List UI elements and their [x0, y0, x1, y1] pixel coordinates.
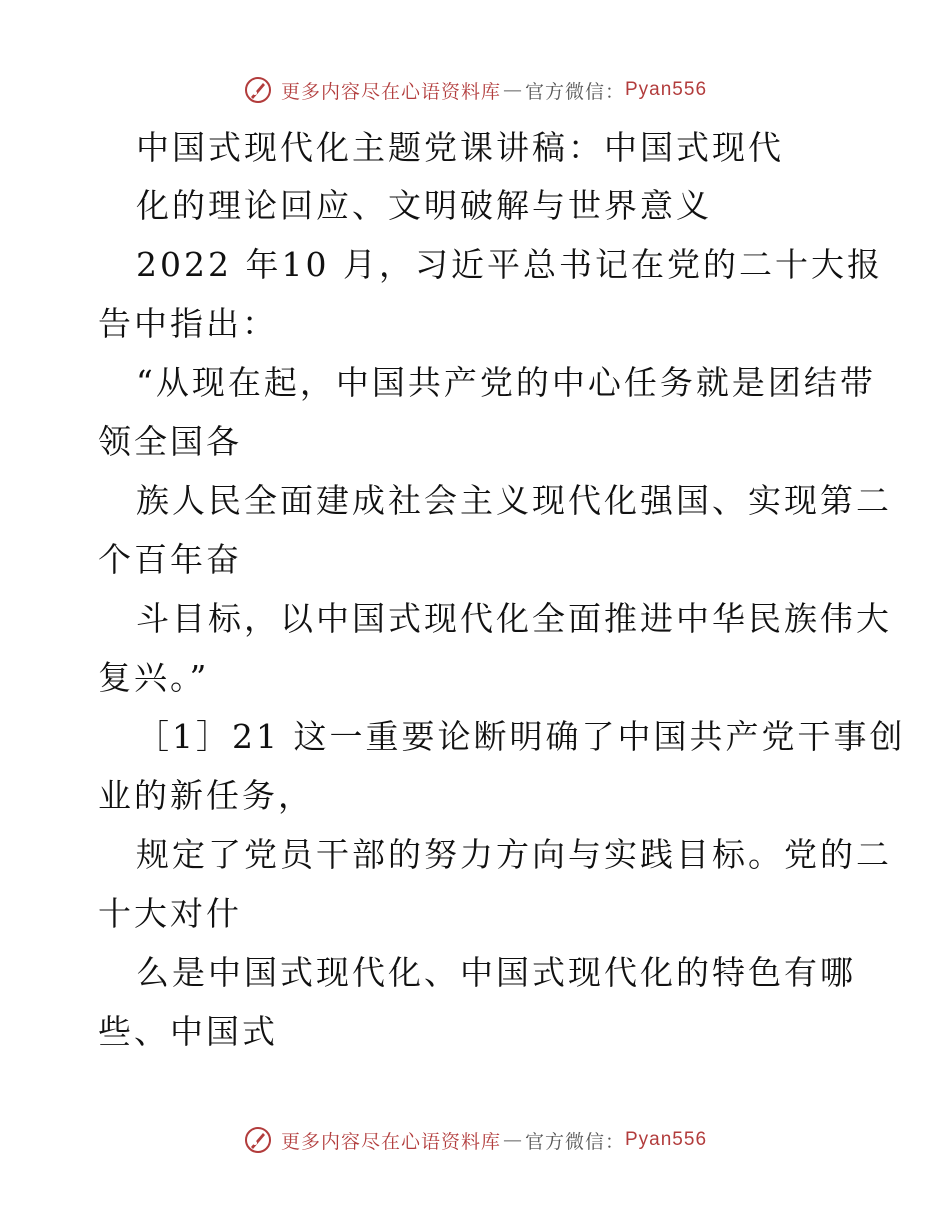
paragraph-line: “从现在起，中国共产党的中心任务就是团结带 [136, 363, 876, 402]
title-line-1: 中国式现代化主题党课讲稿：中国式现代 [136, 128, 784, 167]
quill-seal-icon [243, 75, 273, 105]
banner-separator: — [502, 1129, 523, 1151]
paragraph-line: 领全国各 [98, 422, 242, 461]
paragraph-line: 十大对什 [98, 894, 242, 933]
paragraph-line: 么是中国式现代化、中国式现代化的特色有哪 [136, 953, 856, 992]
banner-separator: — [502, 79, 523, 101]
banner-wechat-id: Pyan556 [625, 79, 708, 100]
footer-watermark-banner [0, 1120, 950, 1160]
paragraph-line: 2022 年10 月，习近平总书记在党的二十大报 [136, 245, 883, 284]
paragraph-line: 业的新任务， [98, 776, 314, 815]
paragraph-line: 告中指出： [98, 304, 278, 343]
title-line-2: 化的理论回应、文明破解与世界意义 [136, 186, 712, 225]
banner-text: 更多内容尽在心语资料库 [280, 80, 501, 103]
paragraph-line: 斗目标，以中国式现代化全面推进中华民族伟大 [136, 599, 892, 638]
banner-wechat-label: 官方微信： [524, 1130, 625, 1153]
paragraph-line: 个百年奋 [98, 540, 242, 579]
paragraph-line: 规定了党员干部的努力方向与实践目标。党的二 [136, 835, 892, 874]
banner-wechat-id: Pyan556 [625, 1129, 708, 1150]
paragraph-line: 复兴。” [98, 658, 210, 697]
paragraph-line: 族人民全面建成社会主义现代化强国、实现第二 [136, 481, 892, 520]
banner-wechat-label: 官方微信： [524, 80, 625, 103]
paragraph-line: 些、中国式 [98, 1012, 278, 1051]
banner-text: 更多内容尽在心语资料库 [280, 1130, 501, 1153]
quill-seal-icon [243, 1125, 273, 1155]
paragraph-line: ［1］21 这一重要论断明确了中国共产党干事创 [136, 717, 906, 756]
header-watermark-banner [0, 70, 950, 110]
